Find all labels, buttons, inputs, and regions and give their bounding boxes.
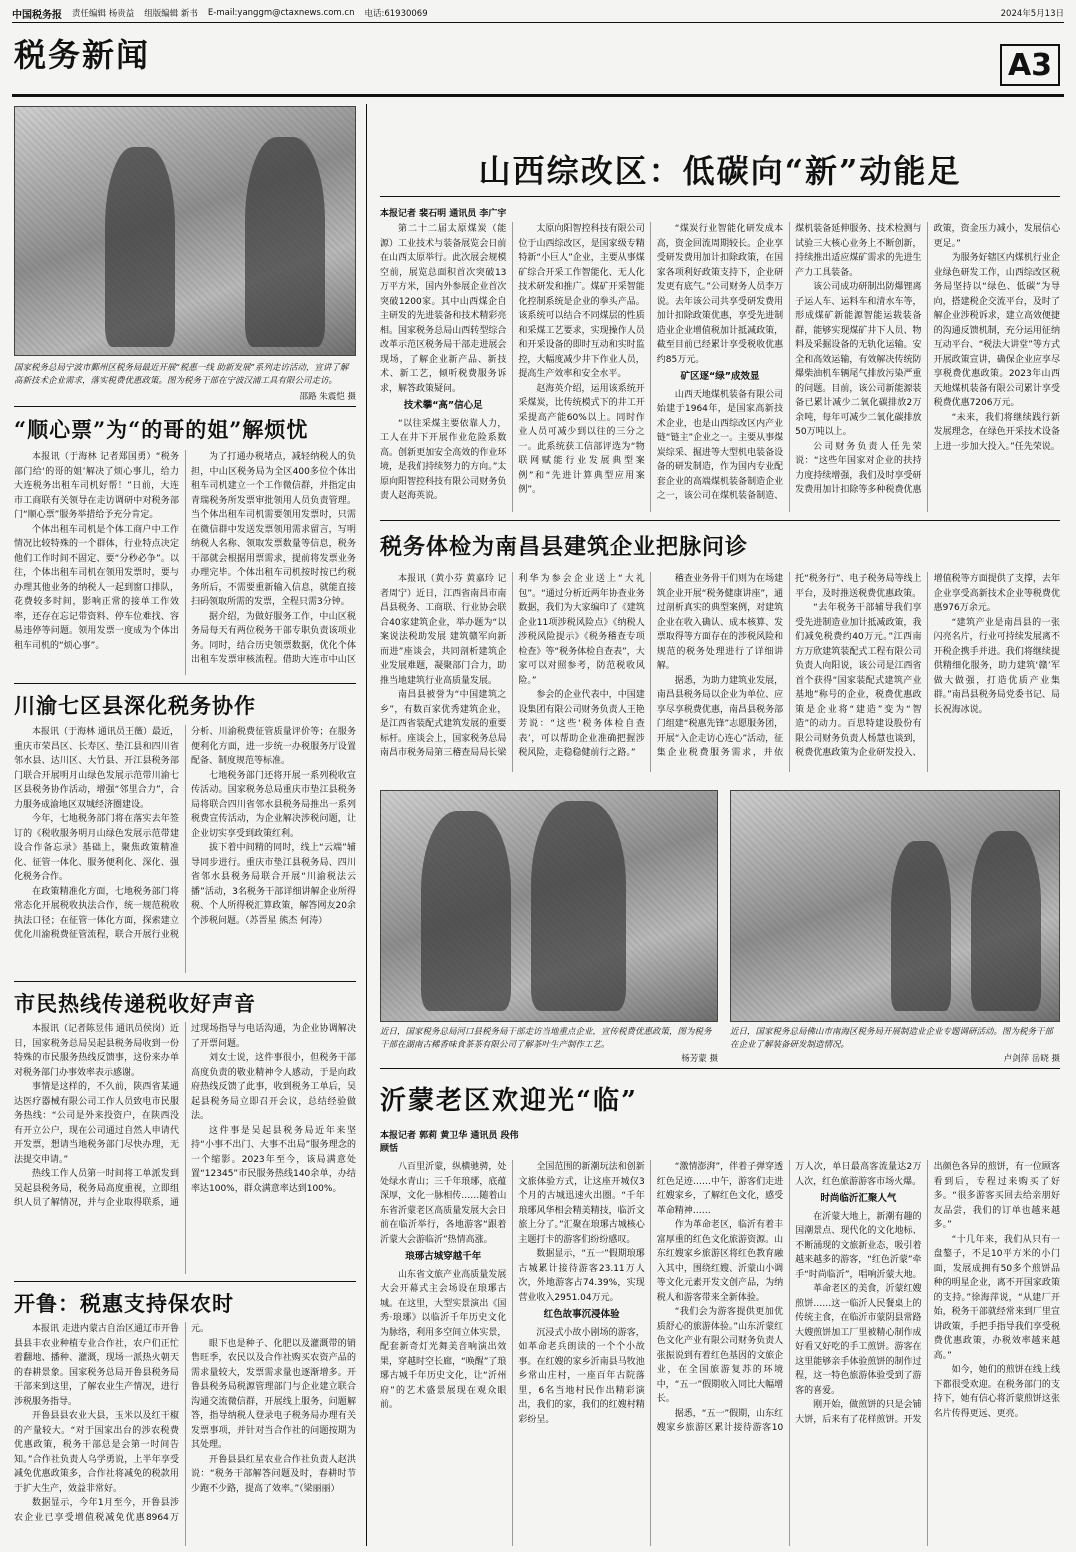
paragraph: “未来，我们将继续践行新发展理念，在绿色开采技术设备上进一步加大投入。”任先荣说。 <box>933 412 1060 452</box>
paragraph: 本报讯（于海林 通讯员王薇）最近，重庆市荣昌区、长寿区、垫江县和四川省邻水县、达川区、大竹县、开江县税务部门联合开展明月山绿色发展示范带川渝七区县税务协作活动，增强“邻里合力”，合力服务成渝地区双城经济圈建设。 <box>14 727 179 810</box>
paragraph: 开鲁县县农业大县，玉米以及红干椒的产量较大。“对于国家出台的涉农税费优惠政策，税务干部总是会第一时间告知。”合作社负责人乌学勇说，上半年享受减免优惠政策多，合作社将减免的税款用于扩大生产，效益非常好。 <box>14 1411 179 1494</box>
phone: 电话:61930069 <box>364 9 428 19</box>
headline-nanchang: 税务体检为南昌县建筑企业把脉问诊 <box>380 534 749 560</box>
byline-shanxi: 本报记者 裴石明 通讯员 李广宇 <box>380 209 507 219</box>
paragraph: 参会的企业代表中，中国建设集团有限公司财务负责人王艳芳说：“这些‘税务体检自查表’，可以帮助企业准确把握涉税风险，走稳稳健前行之路。” <box>518 690 645 758</box>
paragraph: 稽查业务骨干们则为在场建筑企业开展“税务健康讲座”，通过剖析真实的典型案例，对建筑企业在收入确认、成本核算、发票取得等方面存在的涉税风险和规范的税务处理进行了详细讲解。 <box>656 574 784 671</box>
photo-credit-mid-left: 杨芳蒙 摄 <box>681 1054 718 1064</box>
paragraph: 如今，她们的煎饼在线上线下都很受欢迎。在税务部门的支持下，她有信心将沂蒙煎饼这张名片传得更远、更亮。 <box>933 1365 1060 1419</box>
article-yimeng-body <box>380 1160 1060 1546</box>
paragraph: 刚开始，做煎饼的只是会铺大饼，后来有了花样煎饼。开发出颜色各异的煎饼，有一位顾客看到后，专程过来购买了好多。“很多游客买回去给亲朋好友品尝，我们的订单也越来越多。” <box>795 1162 1060 1425</box>
paragraph: 据介绍，为做好服务工作，中山区税务局每天有两位税务干部专职负责该项业务。同时，结合历史领票数据，优化个体出租车发票审核流程。借助大连市中山区 <box>191 611 356 665</box>
paragraph: 据悉，为助力建筑业发展，南昌县税务局以企业为单位、应享尽享税费优惠，南昌县税务部门组建“税惠先锋”志愿服务团，开展“入企走访心连心”活动，征集企业税费服务需求，并依托“税务行”、电子税务局等线上平台，及时推送税费优惠政策。 <box>656 574 922 758</box>
paragraph: 在沂蒙大地上，新潮有趣的国潮景点、现代化的文化地标、不断涌现的文旅新业态，吸引着越来越多的游客，“红色沂蒙”牵手“时尚临沂”，唱响沂蒙大地。 <box>795 1211 922 1280</box>
column-separator <box>366 104 367 1546</box>
paragraph: 据悉，“五一”假期，山东红嫂家乡旅游区累计接待游客10万人次，单日最高客流量达2万人次，红色旅游游客市场火爆。 <box>656 1162 922 1433</box>
paragraph: “去年税务干部辅导我们享受先进制造业加计抵减政策，我们减免税费约40万元。”江西南方万欣建筑装配式工程有限公司负责人向阳说，该公司是江西省首个获得“国家装配式建筑产业基地”称号的企业，税费优惠政策是企业将“建造”变为“智造”的动力。百思特建设股份有限公司财务负责人杨慧也谈到，税费优惠政策为企业研发投入、增值税等方面提供了支撑，去年企业享受高新技术企业等税费优惠976万余元。 <box>795 574 1060 758</box>
photo-caption-left: 国家税务总局宁波市鄞州区税务局最近开展“税惠一线 助新发展”系列走访活动，宣讲了解高新技术企业需求，落实税费优惠政策。图为税务干部在宁波汉浦工具有限公司走访。 <box>14 363 349 386</box>
divider <box>14 1281 356 1282</box>
byline-yimeng: 本报记者 郭莉 黄卫华 通讯员 段伟 顾恬 <box>380 1131 519 1154</box>
paragraph: 该公司成功研制出防爆锂离子运人车、运料车和清水车等，形成煤矿新能源智能运载装备群，能够实现煤矿井下人员、物料及采掘设备的无轨化运输。安全和高效运输，有效解决传统防爆柴油机车辆尾气排放污染严重的问题。目前，该公司新能源装备已累计减少二氧化碳排放2万余吨，每年可减少二氧化碳排放50万吨以上。 <box>795 282 922 437</box>
paragraph: 革命老区的美食，沂蒙红嫂煎饼……这一临沂人民餐桌上的传统主食，在临沂市蒙阴县常路大嫂煎饼加工厂里被精心制作成好看又好吃的手工煎饼。游客在这里能够亲手体验煎饼的制作过程，这一特色旅游体验受到了游客的喜爱。 <box>795 1284 922 1396</box>
paragraph: 本报讯 走进内蒙古自治区通辽市开鲁县县丰农业种植专业合作社，农户们正忙着翻地、播种、灌溉，现场一派热火朝天的春耕景象。国家税务总局开鲁县税务局干部来到这里，了解农业生产情况，进行涉税服务指导。 <box>14 1324 179 1407</box>
paragraph: “煤炭行业智能化研发成本高，资金回流周期较长。企业享受研发费用加计扣除政策，在国家各项利好政策支持下，企业研发更有底气。”公司财务人员李万说。去年该公司共享受研发费用加计扣除政策优惠，享受先进制造业企业增值税加计抵减政策，截至目前已经累计享受税收优惠约85万元。 <box>656 224 784 365</box>
paragraph: 赵海英介绍，运用该系统开采煤炭，比传统模式下的井工开采提高产能60%以上。同时作业人员可减少到以往的三分之一。此系统获工信部评选为“物联网赋能行业发展典型案例”和“先进计算典型应用案例”。 <box>518 383 645 495</box>
photo-caption-mid-left: 近日，国家税务总局河口县税务局干部走访当地重点企业，宣传税费优惠政策，图为税务干部在湖南古稀香味食茶茶有限公司了解茶叶生产制作工艺。 <box>380 1027 712 1050</box>
paper-name: 中国税务报 <box>12 9 62 21</box>
photo-credit-mid-right: 卢剑萍 岳晓 摄 <box>1003 1054 1060 1064</box>
paragraph: “激情澎湃”，伴着子弹穿透红色足迹……中午，游客们走进红嫂家乡，了解红色文化，感受革命精神…… <box>656 1162 784 1216</box>
top-rule <box>12 22 1064 23</box>
headline-kailu: 开鲁：税惠支持保农时 <box>14 1291 234 1316</box>
article-kailu-body <box>14 1322 356 1546</box>
masthead-rule <box>12 94 1064 97</box>
email: E-mail:yanggm@ctaxnews.com.cn <box>207 8 355 18</box>
paragraph: 数据显示，今年1月至今，开鲁县涉农企业已享受增值税减免优惠8964万元。 <box>14 1324 210 1523</box>
paragraph: 事情是这样的，不久前，陕西省某通达医疗器械有限公司工作人员致电市民服务热线：“公司是外来投资户，在陕西没有开立公户，现在公司通过自然人申请代开发票，想请当地税务部门尽快办理，无法提交申请。” <box>14 1082 179 1165</box>
masthead-strip <box>12 6 1064 20</box>
paragraph: 这件事是吴起县税务局近年来坚持“小事不出门、大事不出局”服务理念的一个缩影。2023年至今，该局满意处置“12345”市民服务热线140余单，办结率达100%，群众满意率达到100%。 <box>191 1125 356 1194</box>
paragraph: “十几年来，我们从只有一盘鏊子，不足10平方米的小门面，发展成拥有50多个煎饼品种的明星企业，离不开国家政策的支持。”徐海萍说，“从建厂开始，税务干部就经常来到厂里宣讲政策，手把手指导我们享受税费优惠政策，办税效率越来越高。” <box>933 1234 1060 1361</box>
paragraph: 七地税务部门还将开展一系列税收宣传活动。国家税务总局重庆市垫江县税务局将联合四川省邻水县税务局推出一系列税费宣传活动，为企业解决涉税问题，让企业切实享受到政策红利。 <box>191 770 356 839</box>
paragraph: 开鲁县县红星农业合作社负责人赵洪说：“税务干部解答问题及时，春耕时节少跑不少路，提高了效率。”（梁丽丽） <box>191 1454 356 1494</box>
paragraph: 数据显示，“五一”假期琅琊古城累计接待游客23.11万人次，外地游客占74.39%，实现营业收入2951.04万元。 <box>518 1249 645 1303</box>
headline-yimeng: 沂蒙老区欢迎光“临” <box>380 1086 638 1116</box>
paragraph: 太原向阳智控科技有限公司位于山西综改区，是国家级专精特新“小巨人”企业，主要从事煤矿综合开采工作智能化、无人化技术研发和推广。煤矿开采智能化控制系统是企业的拳头产品。该系统可以结合不同煤层的性质和采煤工艺要求，实现操作人员和开采设备的即时互动和实时监控，大幅度减少井下作业人员，提高生产效率和安全水平。 <box>518 224 645 379</box>
paragraph: 第二十二届太原煤炭（能源）工业技术与装备展览会日前在山西太原举行。此次展会规模空前，展览总面积首次突破13万平方米，国内外参展企业首次突破1200家。其中山西煤企自主研发的先进装备和技术精彩亮相。国家税务总局山西转型综合改革示范区税务局干部走进展会现场，了解企业新产品、新技术、新工艺，倾听税费服务诉求，解答政策疑问。 <box>380 224 507 394</box>
paragraph: 公司财务负责人任先荣说：“这些年国家对企业的扶持力度持续增强，我们及时享受研发费用加计扣除等多种税费优惠政策，资金压力减小，发展信心更足。” <box>795 224 1060 495</box>
paragraph: 山东省文旅产业高质量发展大会开幕式主会场设在琅琊古城。在这里，大型实景演出《国秀·琅琊》以临沂千年历史文化为脉络，利用多空间立体实景，配套新奇灯光舞美音响演出效果，穿越时空长廊，“唤醒”了琅琊古城千年历史文化，让“沂州府”的艺术盛景展现在观众眼前。 <box>380 1269 507 1410</box>
paragraph: 本报讯（记者陈昱伟 通讯员侯岗）近日，国家税务总局吴起县税务局收到一份特殊的市民服务热线反馈事，这份来办单对税务部门办事效率表示感谢。 <box>14 1024 179 1078</box>
layout-credit: 组版编辑 新书 <box>144 9 198 19</box>
divider <box>380 196 1060 197</box>
paragraph: 刘女士说，这件事很小，但税务干部高度负责的敬业精神令人感动，于是向政府热线反馈了此事，收到税务工单后，吴起县税务局立即召开会议，总结经验做法。 <box>191 1053 356 1121</box>
photo-tea-factory <box>380 790 718 1022</box>
editor-credit: 责任编辑 杨贵益 <box>72 9 135 19</box>
subheading: 技术攀“高”信心足 <box>403 400 483 411</box>
headline-shanxi: 山西综改区：低碳向“新”动能足 <box>478 152 962 190</box>
divider <box>14 683 356 684</box>
subheading: 琅琊古城穿越千年 <box>405 1251 482 1262</box>
paragraph: 八百里沂蒙，纵横驰骋，处处绿水青山；三千年琅琊，底蕴深厚，文化一脉相传……随着山东省沂蒙老区高质量发展大会日前在临沂举行，各地游客“跟着沂蒙大会游临沂”热情高涨。 <box>380 1162 507 1245</box>
paragraph: 拔下着中间精的同时，线上“云端”辅导同步进行。重庆市垫江县税务局、四川省邻水县税务局联合开展“川渝税法云播”活动，3名税务干部详细讲解企业所得税、个人所得税汇算政策，解答网友20余个涉税问题。（苏晋星 熊杰 何涛） <box>191 843 356 926</box>
paragraph: “我们会为游客提供更加优质舒心的旅游体验。”山东沂蒙红色文化产业有限公司财务负责人张振说到有着红色基因的文旅企业，在全国旅游复苏的环境中，“五一”假期收入同比大幅增长。 <box>656 1307 784 1404</box>
article-shanxi-body <box>380 222 1060 512</box>
subheading: 红色故事沉浸体验 <box>543 1309 620 1320</box>
paragraph: “以往采煤主要依靠人力，工人在井下开展作业危险系数高。创新更加安全高效的作业环境，是我们持续努力的方向。”太原向阳智控科技有限公司财务负责人赵海英说。 <box>380 418 507 501</box>
page-number: A3 <box>1000 44 1060 86</box>
divider <box>14 981 356 982</box>
section-title: 税务新闻 <box>14 36 151 74</box>
paragraph: “建筑产业是南昌县的一张闪亮名片，行业可持续发展离不开税企携手并进。我们将继续提供精细化服务，助力建筑‘赣’军做大做强，打造优质产业集群。”南昌县税务局党委书记、局长祝海冰说。 <box>933 617 1060 715</box>
paragraph: 作为革命老区，临沂有着丰富厚重的红色文化旅游资源。山东红嫂家乡旅游区将红色教育融入其中，围绕红嫂、沂蒙山小调等文化元素开发文创产品，为纳税人和游客带来全新体验。 <box>656 1220 784 1303</box>
issue-date: 2024年5月13日 <box>1000 9 1064 19</box>
subheading: 矿区逐“绿”成效显 <box>680 371 760 382</box>
paragraph: 本报讯（黄小芬 黄嘉玲 记者周宁）近日，江西省南昌市南昌县税务、工商联、行业协会联合40家建筑企业，举办题为“以案说法税助发展 建筑赣军向新而进”座谈会，共同剖析建筑企业发展难题，凝聚部门合力，助推当地建筑行业高质量发展。 <box>380 574 507 686</box>
paragraph: 热线工作人员第一时间将工单派发到吴起县税务局，税务局高度重视，立即组织人员了解情况，并与企业取得联系，通过现场指导与电话沟通，为企业协调解决了开票问题。 <box>14 1024 356 1208</box>
paragraph: 在政策精准化方面，七地税务部门将常态化开展税收执法合作，统一规范税收执法口径；在征管一体化方面，探索建立优化川渝税费征管流程，联合开展行业税分析、川渝税费征管质量评价等；在服务便利化方面，进一步统一办税服务厅设置配备、制度规范等标准。 <box>14 727 356 940</box>
article-chuanyu-body <box>14 725 356 973</box>
paragraph: 为服务好辖区内煤机行业企业绿色研发工作，山西综改区税务局坚持以“绿色、低碳”为导向，搭建税企交流平台，及时了解企业涉税诉求，建立高效便捷的沟通反馈机制，充分运用征纳互动平台、“税法大讲堂”等方式开展政策宣讲，确保企业应享尽享税费优惠政策。2023年山西天地煤机装备有限公司累计享受税费优惠7206万元。 <box>933 253 1060 408</box>
subheading: 时尚临沂汇聚人气 <box>820 1193 897 1204</box>
article-hotline-body <box>14 1022 356 1274</box>
article-nanchang-body <box>380 572 1060 772</box>
photo-credit-left: 邵路 朱震恺 摄 <box>299 392 356 402</box>
photo-caption-mid-right: 近日，国家税务总局佛山市南海区税务局开展制造业企业专题调研活动。图为税务干部在企业了解装备研发制造情况。 <box>730 1027 1054 1050</box>
paragraph: 本报讯（于海林 记者郑国勇）“税务部门给‘的哥的姐’解决了烦心事儿，给力大连税务出租车司机好帮！”日前，大连市工商联有关领导在走访调研中对税务部门“顺心票”服务举措给予充分肯定。 <box>14 452 179 520</box>
divider <box>380 520 1060 521</box>
paragraph: 为了打通办税堵点，减轻纳税人的负担，中山区税务局为全区400多位个体出租车司机建立一个工作微信群，并指定由青瑞税务所发票审批领用人员负责管理。当个体出租车司机需要领用发票时，只需在微信群中发送发票领用需求留言，写明纳税人名称、领取发票数量等信息，税务干部就会根据用票需求，提前将发票业务办理完毕。个体出租车司机按时按已约税务所后，不需要重新输入信息，就能直接扫码领取所需的发票，全程只需3分钟。 <box>191 452 356 607</box>
headline-shunxin: “顺心票”为“的哥的姐”解烦忧 <box>14 417 309 442</box>
paragraph: 山西天地煤机装备有限公司始建于1964年，是国家高新技术企业，也是山西综改区内产业链“链主”企业之一。主要从事煤炭综采、掘进等大型机电装备设备的研发制造，作为国内专业配套企业的高端煤机装备制造企业之一，该公司在煤机装备制造、煤机装备延伸服务、技术检测与试验三大核心业务上不断创新，持续推出适应煤矿需求的先进生产力工具装备。 <box>656 224 922 501</box>
paragraph: 全国范围的新潮玩法和创新文旅体验方式，让这座开城仅3个月的古城迅速火出圈。“千年琅琊风华相会精美精技，临沂文旅上分了。”汇聚在琅琊古城核心主题打卡的游客们纷纷感叹。 <box>518 1162 645 1245</box>
divider <box>380 1068 1060 1069</box>
paragraph: 沉浸式小故小剧场的游客，如革命老兵朗读的一个个小故事。在红嫂的家乡沂南县马牧池乡常山庄村，一座百年古院落里，6名当地村民作出精彩演出，我们的家，我们的红嫂村精彩纷呈。 <box>518 1327 645 1425</box>
photo-manufacturing <box>730 790 1060 1022</box>
paragraph: 个体出租车司机是个体工商户中工作情况比较特殊的一个群体，行业特点决定他们工作时间不固定、要“分秒必争”。以往，个体出租车司机在领用发票时，要与办理其他业务的纳税人一起到窗口排队，花费较多时间，影响正常的接单工作效率，还存在忘记带资料、停车位难找、容易违停等问题。领用发票一度成为个体出租车司机的“烦心事”。 <box>14 524 179 651</box>
headline-chuanyu: 川渝七区县深化税务协作 <box>14 693 256 718</box>
divider <box>14 406 356 407</box>
photo-ningbo-visit <box>14 106 356 356</box>
headline-hotline: 市民热线传递税收好声音 <box>14 991 256 1016</box>
paragraph: 眼下也是种子、化肥以及灌溉带的销售旺季，农民以及合作社购买农资产品的需求量较大，发票需求量也逐渐增多。开鲁县税务局税源管理部门与企业建立联合沟通交流微信群，开展线上服务，问题解答，指导纳税人登录电子税务局办理有关发票事项，并针对当合作社的问题按期为其处理。 <box>191 1338 356 1450</box>
paragraph: 今年，七地税务部门将在落实去年签订的《税收服务明月山绿色发展示范带建设合作备忘录》基础上，聚焦政策精准化、征管一体化、服务便利化、深化、强化税务合作。 <box>14 814 179 882</box>
article-shunxin-body <box>14 450 356 675</box>
paragraph: 南昌县被誉为“中国建筑之乡”，有数百家优秀建筑企业，是江西省装配式建筑发展的重要标杆。座谈会上，国家税务总局南昌市税务局第三稽查局局长梁利华为参会企业送上“大礼包”。“通过分析近两年协查业务数据，我们为大家编印了《建筑企业11项涉税风险点》《纳税人涉税风险提示》《税务稽查专项检查》等“税务体检自查表”，大家可以对照参考，防范税收风险。” <box>380 574 645 758</box>
